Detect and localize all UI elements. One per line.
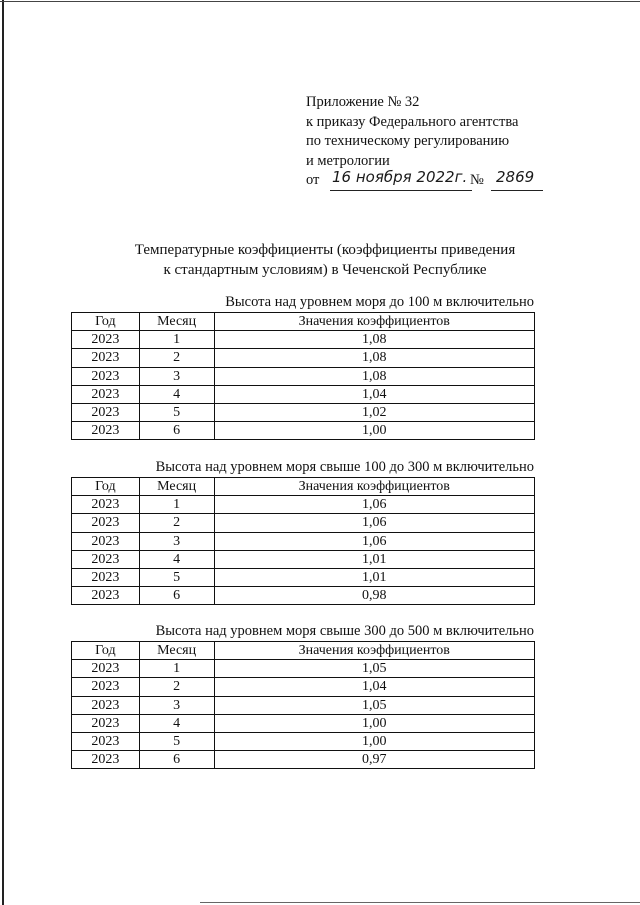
- cell-value: 1,08: [214, 367, 535, 385]
- cell-value: 0,97: [214, 751, 535, 769]
- table-row: [72, 587, 535, 605]
- cell-month: 4: [139, 714, 214, 732]
- cell-value: 1,05: [214, 660, 535, 678]
- cell-month: 2: [139, 678, 214, 696]
- order-reference-line2: по техническому регулированию: [306, 133, 510, 149]
- table-row: [72, 696, 535, 714]
- table-row: [72, 403, 535, 421]
- column-header-year: Год: [72, 478, 140, 496]
- cell-value: 1,01: [214, 550, 535, 568]
- cell-year: 2023: [72, 532, 140, 550]
- cell-year: 2023: [72, 678, 140, 696]
- cell-year: 2023: [72, 496, 140, 514]
- cell-value: 0,98: [214, 587, 535, 605]
- handwritten-date: 16 ноября 2022г.: [332, 168, 468, 186]
- table-row: [72, 367, 535, 385]
- cell-value: 1,08: [214, 331, 535, 349]
- cell-value: 1,06: [214, 496, 535, 514]
- column-header-month: Месяц: [139, 642, 214, 660]
- table-header-row: [72, 478, 535, 496]
- cell-month: 3: [139, 532, 214, 550]
- cell-year: 2023: [72, 568, 140, 586]
- cell-value: 1,06: [214, 532, 535, 550]
- table-caption: Высота над уровнем моря до 100 м включительно: [225, 294, 534, 310]
- table-header-row: [72, 642, 535, 660]
- column-header-value: Значения коэффициентов: [214, 313, 535, 331]
- cell-month: 1: [139, 331, 214, 349]
- table-row: [72, 349, 535, 367]
- number-prefix: №: [470, 172, 484, 188]
- cell-year: 2023: [72, 385, 140, 403]
- cell-year: 2023: [72, 514, 140, 532]
- coefficient-table: [71, 477, 535, 605]
- column-header-value: Значения коэффициентов: [214, 478, 535, 496]
- column-header-month: Месяц: [139, 313, 214, 331]
- scan-edge-top: [0, 1, 640, 2]
- scan-edge-bottom: [200, 902, 640, 903]
- title-line-1: Температурные коэффициенты (коэффициенты приведения: [134, 242, 516, 258]
- cell-value: 1,08: [214, 349, 535, 367]
- column-header-value: Значения коэффициентов: [214, 642, 535, 660]
- table-row: [72, 732, 535, 750]
- table-row: [72, 678, 535, 696]
- cell-month: 3: [139, 367, 214, 385]
- cell-month: 4: [139, 385, 214, 403]
- cell-value: 1,00: [214, 422, 535, 440]
- table-row: [72, 532, 535, 550]
- order-date-line: [306, 168, 636, 191]
- cell-year: 2023: [72, 714, 140, 732]
- table-caption: Высота над уровнем моря свыше 100 до 300 м включительно: [155, 459, 534, 475]
- appendix-number: Приложение № 32: [306, 94, 420, 110]
- cell-value: 1,00: [214, 732, 535, 750]
- cell-year: 2023: [72, 331, 140, 349]
- table-row: [72, 550, 535, 568]
- appendix-header: [306, 93, 636, 191]
- table-caption: Высота над уровнем моря свыше 300 до 500 м включительно: [155, 623, 534, 639]
- cell-month: 4: [139, 550, 214, 568]
- table-row: [72, 660, 535, 678]
- number-underline: [491, 190, 543, 191]
- table-row: [72, 568, 535, 586]
- table-row: [72, 514, 535, 532]
- coefficient-table: [71, 641, 535, 769]
- cell-year: 2023: [72, 550, 140, 568]
- table-row: [72, 496, 535, 514]
- cell-month: 5: [139, 403, 214, 421]
- table-row: [72, 331, 535, 349]
- cell-month: 2: [139, 349, 214, 367]
- cell-value: 1,04: [214, 678, 535, 696]
- cell-year: 2023: [72, 587, 140, 605]
- cell-month: 6: [139, 751, 214, 769]
- column-header-year: Год: [72, 642, 140, 660]
- cell-value: 1,06: [214, 514, 535, 532]
- cell-value: 1,04: [214, 385, 535, 403]
- cell-month: 1: [139, 496, 214, 514]
- cell-month: 1: [139, 660, 214, 678]
- cell-value: 1,05: [214, 696, 535, 714]
- cell-value: 1,01: [214, 568, 535, 586]
- cell-month: 6: [139, 587, 214, 605]
- table-row: [72, 422, 535, 440]
- cell-value: 1,02: [214, 403, 535, 421]
- scan-edge-left: [2, 0, 4, 905]
- table-row: [72, 751, 535, 769]
- cell-year: 2023: [72, 660, 140, 678]
- column-header-month: Месяц: [139, 478, 214, 496]
- date-underline: [330, 190, 472, 191]
- cell-month: 5: [139, 732, 214, 750]
- cell-year: 2023: [72, 403, 140, 421]
- cell-month: 6: [139, 422, 214, 440]
- date-prefix: от: [306, 172, 320, 188]
- title-line-2: к стандартным условиям) в Чеченской Республике: [163, 262, 487, 278]
- cell-year: 2023: [72, 367, 140, 385]
- cell-month: 2: [139, 514, 214, 532]
- cell-value: 1,00: [214, 714, 535, 732]
- cell-year: 2023: [72, 349, 140, 367]
- handwritten-number: 2869: [496, 168, 535, 186]
- column-header-year: Год: [72, 313, 140, 331]
- cell-year: 2023: [72, 422, 140, 440]
- table-header-row: [72, 313, 535, 331]
- order-reference: к приказу Федерального агентства: [306, 113, 519, 130]
- cell-year: 2023: [72, 732, 140, 750]
- order-reference-line3: и метрологии: [306, 152, 390, 169]
- cell-month: 3: [139, 696, 214, 714]
- table-row: [72, 714, 535, 732]
- cell-year: 2023: [72, 696, 140, 714]
- coefficient-table: [71, 312, 535, 440]
- cell-year: 2023: [72, 751, 140, 769]
- document-title: [80, 240, 570, 280]
- table-row: [72, 385, 535, 403]
- cell-month: 5: [139, 568, 214, 586]
